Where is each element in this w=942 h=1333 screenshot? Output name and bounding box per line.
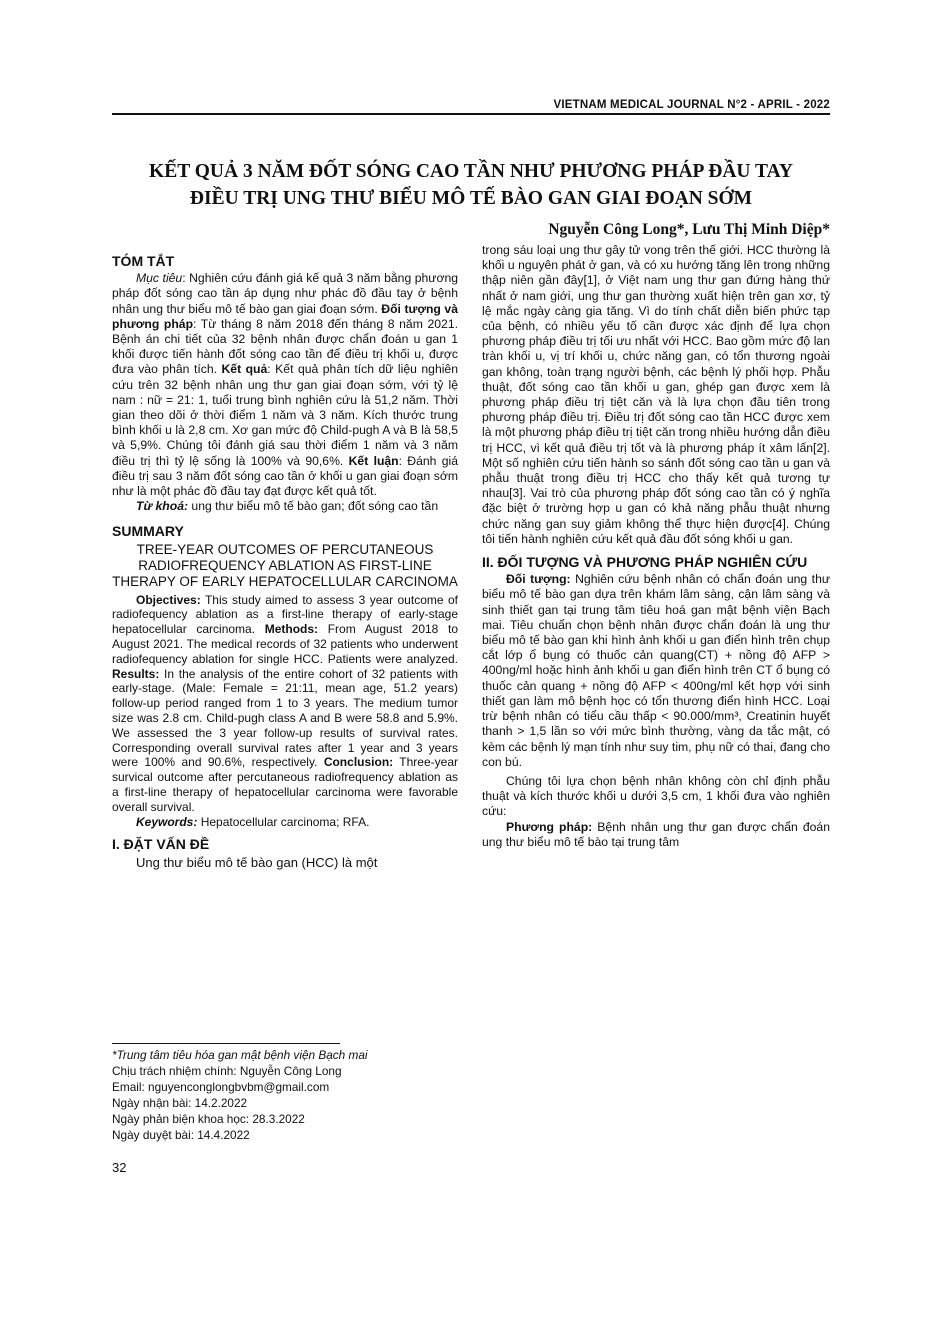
conclusion-text: : Đánh giá điều trị sau 3 năm đốt sóng cao tần ở khối u gan giai đoạn sớm như là một phác đồ đầu tay đạt được kết quả tốt. xyxy=(112,453,459,499)
abstract-heading: TÓM TẮT xyxy=(112,253,175,269)
keywords-label-en: Keywords: xyxy=(136,814,198,829)
objective-text: : Nghiên cứu đánh giá kế quả 3 năm bằng phương pháp đốt sóng cao tần áp dụng như phác đồ đầu tay ở bệnh nhân ung thư biểu mô tế bào gan giai đoạn sớm. xyxy=(112,271,459,316)
results-text: : Kết quả phân tích dữ liệu nghiên cứu trên 32 bệnh nhân ung thư gan giai đoạn sớm, với tỷ lệ nam : nữ = 21: 1, tuổi trung bình nghiên cứu là 51,2 năm. Thời gian theo dõi ở thời điểm 1 năm và 3 năm. Kích thước trung bình khối u là 2,8 cm. Xơ gan mức độ Child-pugh A và B là 58,5 và 5,9%. Chúng tôi đánh giá sau thời điểm 1 năm và 3 năm điều trị thì tỷ lệ sống là 100% và 90,6%. xyxy=(112,362,458,468)
conclusion-label-en: Conclusion: xyxy=(323,755,394,770)
journal-header: VIETNAM MEDICAL JOURNAL N°2 - APRIL - 2022 xyxy=(553,99,830,111)
summary-body xyxy=(112,593,458,815)
method-paragraph xyxy=(482,820,830,850)
footnotes xyxy=(112,1047,458,1143)
section2-heading: II. ĐỐI TƯỢNG VÀ PHƯƠNG PHÁP NGHIÊN CỨU xyxy=(482,554,808,571)
subjects-paragraph xyxy=(482,572,830,770)
keywords-text: ung thư biểu mô tế bào gan; đốt sóng cao tần xyxy=(188,499,439,514)
summary-title: TREE-YEAR OUTCOMES OF PERCUTANEOUS RADIOFREQUENCY ABLATION AS FIRST-LINE THERAPY OF EARLY HEPATOCELLULAR CARCINOMA xyxy=(112,541,458,589)
left-column xyxy=(112,250,458,870)
conclusion-label: Kết luận xyxy=(348,453,399,468)
summary-heading: SUMMARY xyxy=(112,523,184,540)
objectives-label-en: Objectives: xyxy=(136,592,201,607)
results-label-en: Results: xyxy=(112,666,160,681)
footnote-affiliation: *Trung tâm tiêu hóa gan mật bệnh viện Bạch mai xyxy=(112,1048,368,1062)
objective-label: Mục tiêu xyxy=(136,271,183,286)
methods-label: Đối tượng và phương pháp xyxy=(112,301,458,331)
objectives-text-en: This study aimed to assess 3 year outcome of radiofequency ablation as a first-line therapy of early-stage hepatocellular carcinoma. xyxy=(112,592,458,637)
results-label: Kết quả xyxy=(221,362,268,377)
subjects-text: Nghiên cứu bệnh nhân có chẩn đoán ung thư biểu mô tế bào gan dựa trên khám lâm sàng, cận lâm sàng và sinh thiết gan tại trung tâm tiêu hoá gan mật bệnh viện Bạch mai. Tiêu chuẩn chọn bệnh nhân được chẩn đoán là ung thư biểu mô tế bào gan khi hình ảnh khối u gan điển hình trên chụp cắt lớp ổ bụng có thuốc cản quang(CT) + nồng độ AFP > 400ng/ml hoặc hình ảnh khối u gan điển hình trên CT ổ bụng có thuốc cản quang + nồng độ AFP < 400ng/ml kết hợp với sinh thiết gan làm mô bệnh học có tổn thương điển hình HCC. Loại trừ bệnh nhân có tiểu cầu thấp < 90.000/mm³, Creatinin huyết thanh > 1,5 lần so với mức bình thường, vàng da tắc mật, có kèm các bệnh lý mạn tính như suy tim, phụ nữ có thai, đang cho con bú. xyxy=(482,572,831,769)
footnote-rule xyxy=(112,1043,340,1044)
abstract-keywords xyxy=(112,499,458,514)
methods-text: : Từ tháng 8 năm 2018 đến tháng 8 năm 2021. Bệnh án chi tiết của 32 bệnh nhân được chẩn đoán u gan 1 khối được tiến hành đốt sóng cao tần để điều trị khối u, được đưa vào phân tích. xyxy=(112,316,458,377)
methods-label-en: Methods: xyxy=(264,622,319,637)
footnote-accepted: Ngày duyệt bài: 14.4.2022 xyxy=(112,1128,250,1142)
section1-first-line: Ung thư biểu mô tế bào gan (HCC) là một xyxy=(136,854,378,870)
methods-text-en: From August 2018 to August 2021. The medical records of 32 patients who underwent radiofequency ablation for single HCC. Patients were analyzed. xyxy=(112,622,459,666)
abstract-body xyxy=(112,271,458,499)
footnote-email: Email: nguyenconglongbvbm@gmail.com xyxy=(112,1080,330,1094)
selection-paragraph: Chúng tôi lựa chọn bệnh nhân không còn chỉ định phẫu thuật và kích thước khối u dưới 3,5 cm, 1 khối đưa vào nghiên cứu: xyxy=(482,773,830,819)
footnote-reviewed: Ngày phản biện khoa học: 28.3.2022 xyxy=(112,1112,305,1126)
summary-keywords xyxy=(112,815,458,830)
footnote-responsible: Chịu trách nhiệm chính: Nguyễn Công Long xyxy=(112,1064,342,1078)
method-label: Phương pháp: xyxy=(506,819,593,834)
section1-heading: I. ĐẶT VẤN ĐỀ xyxy=(112,836,210,853)
keywords-text-en: Hepatocellular carcinoma; RFA. xyxy=(197,814,370,829)
right-column xyxy=(482,243,830,850)
title-line-1: KẾT QUẢ 3 NĂM ĐỐT SÓNG CAO TẦN NHƯ PHƯƠNG PHÁP ĐẦU TAY xyxy=(149,161,793,182)
conclusion-text-en: Three-year survical outcome after percutaneous radiofrequency ablation as a first-line therapy of hepatocellular carcinoma were favorable overall survival. xyxy=(112,755,458,814)
subjects-label: Đối tượng: xyxy=(506,572,571,587)
method-text: Bệnh nhân ung thư gan được chẩn đoán ung thư biểu mô tế bào tại trung tâm xyxy=(482,819,830,849)
footnote-received: Ngày nhận bài: 14.2.2022 xyxy=(112,1096,248,1110)
section1-continuation: trong sáu loại ung thư gây tử vong trên thế giới. HCC thường là khối u nguyên phát ở gan, và có xu hướng tăng lên trong những thập niên gần đây[1], ở Việt nam ung thư gan đứng hàng thứ nhất ở nam giới, ung thư gan thường xuất hiện trên gan xơ, tỷ lệ mắc ngày càng gia tăng. Vì do tính chất diễn biến phức tạp của bệnh, có nhiều yếu tố cần được xác định để lựa chọn phương pháp điều trị tối ưu nhất với HCC. Bao gồm mức độ lan tràn khối u, vị trí khối u, chức năng gan, có tổn thương ngoài gan không, toàn trạng người bệnh, các bệnh lý phối hợp. Phẫu thuật, đốt sóng cao tần khối u gan, ghép gan được xem là phương pháp điều trị tiệt căn và là lựa chọn đầu tiên trong phương pháp điều trị. Điều trị đốt sóng cao tần HCC được xem là một phương pháp điều trị tiệt căn trong nhiều hướng dẫn điều trị HCC, vì kết quả điều trị tốt và là phương pháp ít xâm lấn[2]. Một số nghiên cứu tiến hành so sánh đốt sóng cao tần u gan và phẫu thuật trong điều trị HCC cho thấy kết quả tương tự nhau[3]. Vai trò của phương pháp đốt sóng cao tần có ý nghĩa đặc biệt ở trường hợp u gan có khả năng phẫu thuật nhưng chức năng gan suy giảm không thể thực hiện được[4]. Chúng tôi tiến hành nghiên cứu kết quả đầu đốt sóng khối u gan. xyxy=(482,243,830,546)
title-line-2: ĐIỀU TRỊ UNG THƯ BIỂU MÔ TẾ BÀO GAN GIAI ĐOẠN SỚM xyxy=(189,188,753,209)
header-rule xyxy=(112,113,830,115)
results-text-en: In the analysis of the entire cohort of 32 patients with early-stage. (Male: Female = 21:11, mean age, 51.2 years) follow-up period ranged from 1 to 3 years. The medium tumor size was 2.8 cm. Child-pugh class A and B were 58.8 and 5.9%. We assessed the 3 year follow-up results of survival rates. Corresponding overall survival rates after 1 year and 3 years were 100% and 90.6%, respectively. xyxy=(112,666,458,770)
keywords-label: Từ khoá: xyxy=(136,499,189,514)
authors: Nguyễn Công Long*, Lưu Thị Minh Diệp* xyxy=(548,221,830,238)
page-number: 32 xyxy=(112,1160,127,1175)
article-title xyxy=(112,158,830,212)
